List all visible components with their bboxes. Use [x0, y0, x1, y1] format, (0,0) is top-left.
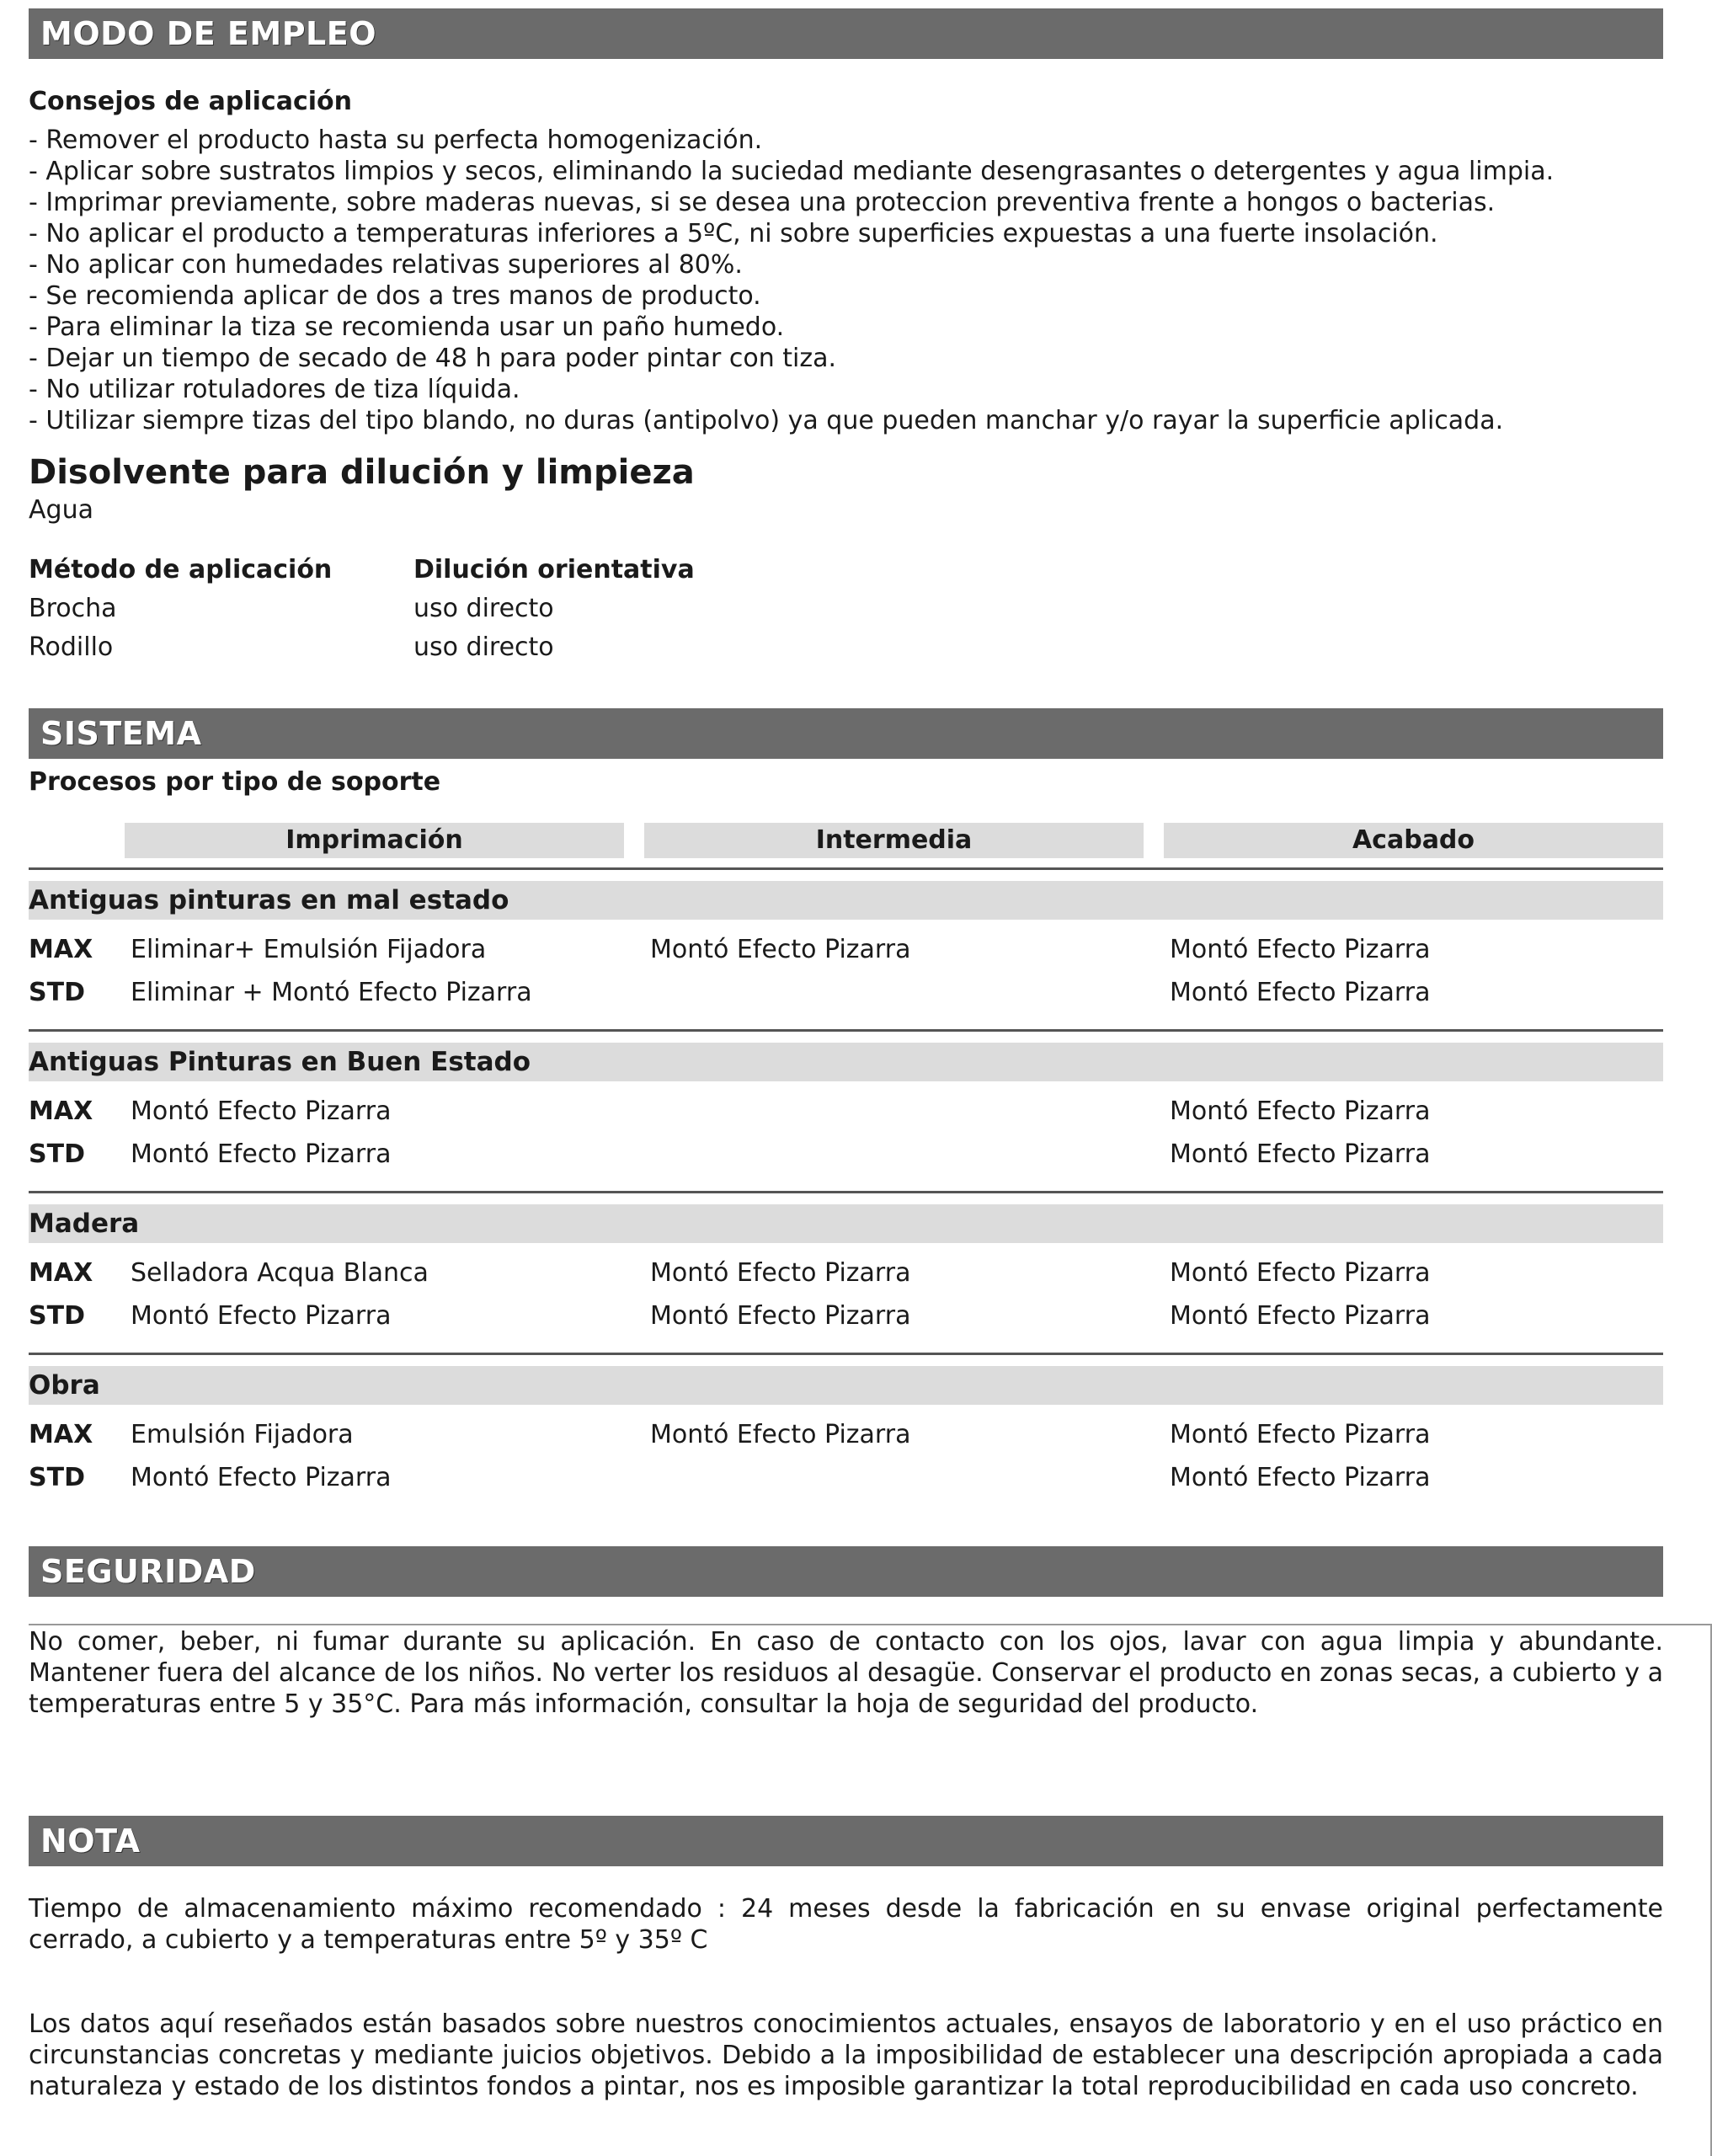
table-cell: Montó Efecto Pizarra: [1170, 1301, 1431, 1331]
section-header-seguridad: SEGURIDAD: [29, 1546, 1663, 1597]
group-divider: [29, 1191, 1663, 1193]
table-cell: Montó Efecto Pizarra: [1170, 978, 1431, 1007]
table-cell: Montó Efecto Pizarra: [1170, 1463, 1431, 1492]
row-label-std: STD: [29, 1463, 85, 1492]
metodo-rodillo: Rodillo: [29, 632, 114, 662]
row-label-std: STD: [29, 1139, 85, 1169]
list-item: - Para eliminar la tiza se recomienda usar un paño humedo.: [29, 312, 785, 342]
table-cell: Montó Efecto Pizarra: [650, 1258, 911, 1288]
column-header-imprimacion: Imprimación: [125, 823, 624, 858]
list-item: - No aplicar el producto a temperaturas inferiores a 5ºC, ni sobre superficies expuestas a una fuerte insolación.: [29, 219, 1438, 248]
row-label-std: STD: [29, 978, 85, 1007]
table-cell: Eliminar+ Emulsión Fijadora: [131, 935, 487, 964]
group-title: Madera: [29, 1204, 1663, 1243]
consejos-heading: Consejos de aplicación: [29, 87, 352, 116]
row-label-max: MAX: [29, 1420, 93, 1449]
table-cell: Montó Efecto Pizarra: [1170, 1097, 1431, 1126]
consejos-list: [29, 125, 1554, 436]
divider: [29, 1624, 1712, 1625]
table-cell: Montó Efecto Pizarra: [1170, 1420, 1431, 1449]
list-item: - Imprimar previamente, sobre maderas nuevas, si se desea una proteccion preventiva frente a hongos o bacterias.: [29, 188, 1496, 217]
table-cell: Montó Efecto Pizarra: [1170, 1139, 1431, 1169]
table-cell: Selladora Acqua Blanca: [131, 1258, 429, 1288]
dilucion-brocha: uso directo: [413, 594, 554, 623]
table-cell: Montó Efecto Pizarra: [131, 1139, 392, 1169]
group-title: Antiguas Pinturas en Buen Estado: [29, 1043, 1663, 1081]
nota-text-disclaimer: Los datos aquí reseñados están basados sobre nuestros conocimientos actuales, ensayos de laboratorio y en el uso práctico en circunstancias concretas y mediante juicios objetivos. Debido a la imposibilidad de establecer una descripción apropiada a cada naturaleza y estado de los distintos fondos a pintar, nos es imposible garantizar la total reproducibilidad en cada uso concreto.: [29, 2009, 1663, 2101]
group-divider: [29, 1029, 1663, 1032]
metodo-heading: Método de aplicación: [29, 555, 333, 584]
row-label-max: MAX: [29, 1097, 93, 1126]
disolvente-heading: Disolvente para dilución y limpieza: [29, 453, 695, 492]
table-cell: Montó Efecto Pizarra: [650, 1301, 911, 1331]
dilucion-heading: Dilución orientativa: [413, 555, 695, 584]
section-header-nota: NOTA: [29, 1816, 1663, 1866]
row-label-max: MAX: [29, 935, 93, 964]
section-header-modo: MODO DE EMPLEO: [29, 8, 1663, 59]
column-header-intermedia: Intermedia: [644, 823, 1144, 858]
table-cell: Emulsión Fijadora: [131, 1420, 354, 1449]
table-cell: Montó Efecto Pizarra: [1170, 1258, 1431, 1288]
table-cell: Eliminar + Montó Efecto Pizarra: [131, 978, 532, 1007]
procesos-heading: Procesos por tipo de soporte: [29, 767, 441, 797]
row-label-std: STD: [29, 1301, 85, 1331]
metodo-brocha: Brocha: [29, 594, 117, 623]
list-item: - Se recomienda aplicar de dos a tres manos de producto.: [29, 281, 761, 311]
list-item: - Remover el producto hasta su perfecta homogenización.: [29, 125, 763, 155]
list-item: - Utilizar siempre tizas del tipo blando, no duras (antipolvo) ya que pueden manchar y/o rayar la superficie aplicada.: [29, 406, 1504, 435]
list-item: - Aplicar sobre sustratos limpios y secos, eliminando la suciedad mediante desengrasantes o detergentes y agua limpia.: [29, 157, 1555, 186]
row-label-max: MAX: [29, 1258, 93, 1288]
section-header-sistema: SISTEMA: [29, 708, 1663, 759]
column-header-acabado: Acabado: [1164, 823, 1663, 858]
table-cell: Montó Efecto Pizarra: [1170, 935, 1431, 964]
group-divider: [29, 1353, 1663, 1355]
list-item: - No aplicar con humedades relativas superiores al 80%.: [29, 250, 743, 280]
nota-text-storage: Tiempo de almacenamiento máximo recomendado : 24 meses desde la fabricación en su envase original perfectamente cerrado, a cubierto y a temperaturas entre 5º y 35º C: [29, 1894, 1663, 1955]
seguridad-text: No comer, beber, ni fumar durante su aplicación. En caso de contacto con los ojos, lavar con agua limpia y abundante. Mantener fuera del alcance de los niños. No verter los residuos al desagüe. Conservar el producto en zonas secas, a cubierto y a temperaturas entre 5 y 35°C. Para más información, consultar la hoja de seguridad del producto.: [29, 1627, 1663, 1719]
table-cell: Montó Efecto Pizarra: [131, 1301, 392, 1331]
list-item: - Dejar un tiempo de secado de 48 h para poder pintar con tiza.: [29, 344, 837, 373]
disolvente-value: Agua: [29, 495, 93, 525]
table-cell: Montó Efecto Pizarra: [131, 1463, 392, 1492]
group-title: Antiguas pinturas en mal estado: [29, 881, 1663, 920]
table-cell: Montó Efecto Pizarra: [650, 1420, 911, 1449]
group-divider: [29, 867, 1663, 870]
dilucion-rodillo: uso directo: [413, 632, 554, 662]
list-item: - No utilizar rotuladores de tiza líquida.: [29, 375, 520, 404]
group-title: Obra: [29, 1366, 1663, 1405]
table-cell: Montó Efecto Pizarra: [131, 1097, 392, 1126]
table-cell: Montó Efecto Pizarra: [650, 935, 911, 964]
